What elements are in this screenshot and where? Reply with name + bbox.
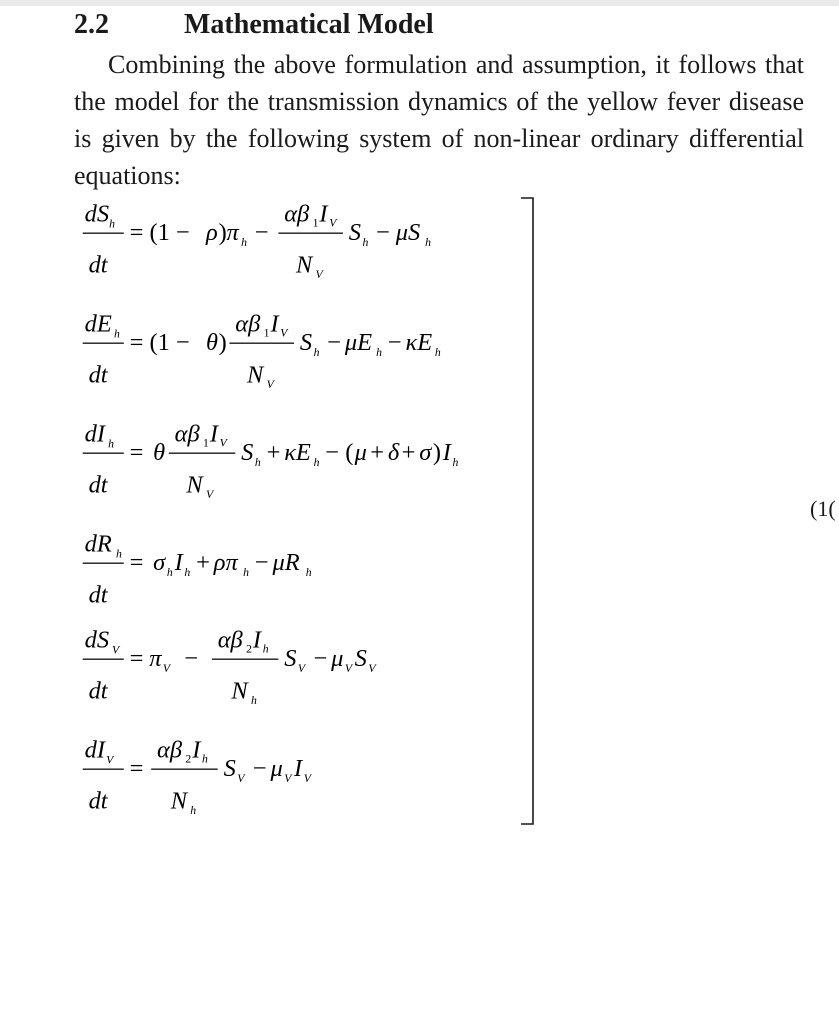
svg-text:h: h [250,694,257,708]
svg-text:dt: dt [88,677,108,705]
svg-text:1: 1 [263,326,270,340]
svg-text:h: h [254,455,261,469]
svg-text:N: N [295,251,313,279]
section-title: Mathematical Model [184,9,434,40]
svg-text:I: I [252,626,262,654]
svg-text:−: − [254,219,269,247]
equation-3 [74,416,514,506]
svg-text:h: h [166,565,173,579]
svg-text:θ: θ [205,329,218,357]
svg-text:V: V [368,661,376,675]
svg-text:κE: κE [284,439,311,467]
svg-text:dt: dt [88,787,108,815]
svg-text:+: + [196,549,210,577]
equation-6 [74,732,514,822]
svg-text:h: h [184,565,191,579]
svg-text:V: V [106,753,114,767]
svg-text:S: S [223,755,236,783]
svg-text:h: h [108,437,114,451]
svg-text:I: I [319,200,328,228]
svg-text:h: h [452,455,459,469]
svg-text:dI: dI [84,736,106,764]
svg-text:h: h [115,547,122,561]
svg-text:I: I [174,549,183,577]
intro-paragraph [74,46,804,194]
svg-text:+: + [401,439,416,467]
svg-text:μ: μ [331,645,344,673]
svg-text:ρ: ρ [205,219,218,247]
svg-text:2: 2 [185,752,192,766]
svg-text:dSh: $dS_h$ [84,200,115,231]
svg-text:N: N [247,361,264,389]
svg-text:h: h [190,804,197,818]
svg-text:h: h [425,235,431,249]
svg-text:dR: dR [84,530,112,558]
svg-text:S: S [299,329,313,357]
svg-text:h: h [262,642,269,656]
svg-text:V: V [344,661,353,675]
svg-text:κE: κE [405,329,433,357]
svg-text:I: I [294,755,303,783]
svg-text:h: h [243,565,249,579]
svg-text:h: h [362,235,369,249]
svg-text:V: V [297,661,306,675]
svg-text:θ: θ [153,439,166,467]
svg-text:h: h [313,345,320,359]
svg-text:π: π [226,219,239,247]
equation-4 [74,526,514,616]
svg-text:V: V [329,216,337,230]
svg-text:2: 2 [246,642,252,656]
section-number: 2.2 [74,9,109,40]
svg-text:V: V [237,771,245,785]
svg-text:): ) [218,219,227,247]
svg-text:− (: − ( [325,439,354,467]
svg-text:dt: dt [88,361,108,389]
svg-text:V: V [112,643,120,657]
svg-text:h: h [202,752,208,766]
svg-text:S: S [348,219,362,247]
svg-text:V: V [280,326,288,340]
svg-text:h: h [313,455,320,469]
svg-text:I: I [442,439,451,467]
intro-paragraph-text: Combining the above formulation and assumption, it follows that the model for the transmission dynamics of the yellow fever disease is given by the following system of non-linear ordinary differential equations: [74,50,804,190]
svg-text:S: S [241,439,254,467]
svg-text:V: V [303,771,311,785]
svg-text:): ) [432,439,442,467]
svg-text:1: 1 [312,216,319,230]
svg-text:αβ: αβ [284,200,310,228]
equation-2 [74,306,514,396]
svg-text:dt: dt [88,251,108,279]
equation-number: (1( [810,496,836,521]
svg-text:−: − [387,329,402,357]
svg-text:−: − [376,219,390,247]
equation-5 [74,622,514,712]
svg-text:+: + [266,439,281,467]
svg-text:I: I [192,736,201,764]
svg-text:−: − [313,645,328,673]
svg-text:V: V [162,661,171,675]
svg-text:μS: μS [395,219,421,247]
svg-text:S: S [354,645,367,673]
svg-text:S: S [284,645,297,673]
svg-text:δ: δ [387,439,400,467]
svg-text:=: = [129,755,144,783]
svg-text:=: = [129,549,144,577]
svg-text:V: V [219,436,227,450]
svg-text:−: − [184,645,199,673]
svg-text:V: V [266,378,274,392]
svg-text:I: I [270,310,279,338]
svg-text:+: + [370,439,385,467]
svg-text:h: h [241,235,248,249]
svg-text:μE: μE [344,329,373,357]
svg-text:): ) [218,329,227,357]
svg-text:h: h [434,345,441,359]
svg-text:N: N [170,787,188,815]
svg-text:μR: μR [272,549,300,577]
svg-text:dS: dS [84,626,110,654]
svg-text:ρπ: ρπ [213,549,238,577]
svg-text:αβ: αβ [217,626,243,654]
svg-text:μ: μ [354,439,367,467]
svg-text:h: h [376,345,383,359]
svg-text:=: = [129,645,144,673]
svg-text:σ: σ [153,549,166,577]
svg-text:= (1 −: = (1 − [129,329,190,357]
section-heading [74,8,434,42]
svg-text:h: h [114,327,120,341]
svg-text:αβ: αβ [235,310,261,338]
svg-text:−: − [327,329,342,357]
svg-text:π: π [149,645,162,673]
svg-text:=: = [129,439,144,467]
svg-text:dE: dE [84,310,112,338]
svg-text:σ: σ [419,439,432,467]
svg-text:= (1 −: = (1 − [129,219,190,247]
top-edge-bar [0,0,839,6]
svg-text:dI: dI [84,420,106,448]
svg-text:μ: μ [270,755,283,783]
svg-text:V: V [315,268,323,282]
svg-text:h: h [305,565,312,579]
svg-text:−: − [254,549,269,577]
svg-text:αβ: αβ [157,736,183,764]
svg-text:1: 1 [203,436,209,450]
svg-text:N: N [231,677,248,705]
equation-1 [74,196,514,286]
svg-text:I: I [209,420,219,448]
right-bracket [519,196,539,826]
svg-text:N: N [186,471,203,499]
svg-text:dt: dt [88,581,108,609]
svg-text:−: − [252,755,267,783]
svg-text:dt: dt [88,471,108,499]
svg-text:αβ: αβ [174,420,200,448]
svg-text:V: V [205,488,214,502]
svg-text:V: V [284,771,292,785]
